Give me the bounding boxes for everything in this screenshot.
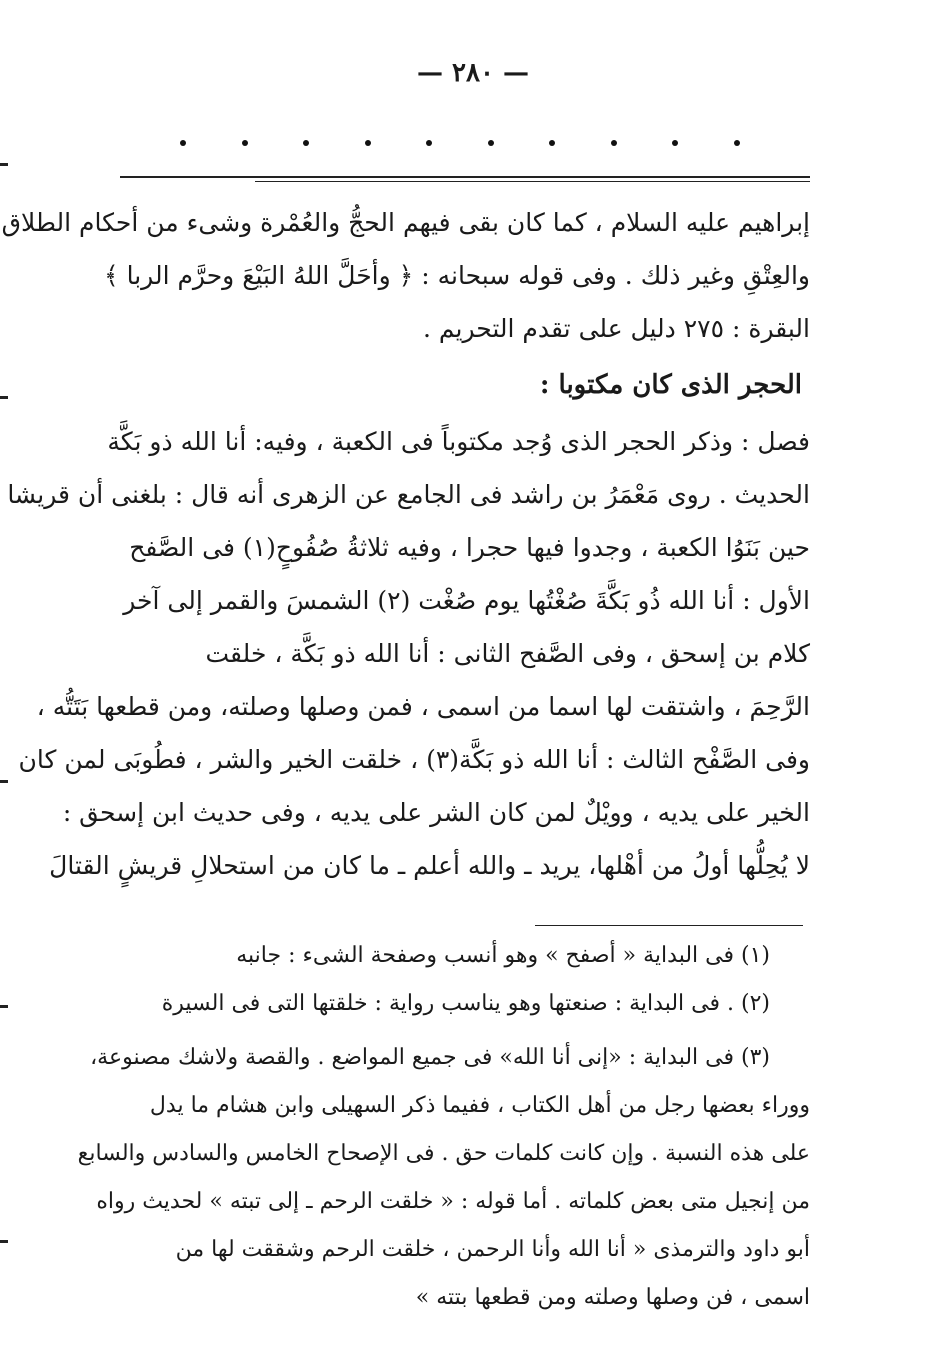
header-rule-secondary (255, 181, 810, 182)
text-line: البقرة : ٢٧٥ دليل على تقدم التحريم . (422, 314, 810, 343)
text-line: إبراهيم عليه السلام ، كما كان بقى فيهم الحجُّ والعُمْرة وشىء من أحكام الطلاق (1, 208, 810, 237)
divider-dot (303, 140, 309, 146)
section-heading: الحجر الذى كان مكتوبا : (539, 370, 802, 400)
divider-dot (426, 140, 432, 146)
main-text-block (1, 196, 810, 892)
scan-margin-mark (0, 1005, 8, 1008)
text-line: الرَّحِمَ ، واشتقت لها اسما من اسمى ، فمن وصلها وصلته، ومن قطعها بَتَتُّه ، (36, 692, 810, 721)
scan-margin-mark (0, 396, 8, 399)
footnote-3-line: من إنجيل متى بعض كلماته . أما قوله : « خلقت الرحم ـ إلى تبته » لحديث رواه (96, 1189, 810, 1214)
scan-margin-mark (0, 163, 8, 166)
divider-dot (672, 140, 678, 146)
footnote-3-line: (٣) فى البداية : «إنى أنا الله» فى جميع المواضع . والقصة ولاشك مصنوعة، (90, 1045, 770, 1070)
scan-margin-mark (0, 1240, 8, 1243)
footnotes-block (77, 932, 810, 1322)
text-line: وفى الصَّفْح الثالث : أنا الله ذو بَكَّة(٣) ، خلقت الخير والشر ، فطُوبَى لمن كان (18, 745, 810, 774)
divider-dot (242, 140, 248, 146)
footnote-3-line: على هذه النسبة . وإن كانت كلمات حق . فى الإصحاح الخامس والسادس والسابع (77, 1141, 810, 1166)
header-rule (120, 176, 810, 178)
divider-dot (365, 140, 371, 146)
divider-dot (180, 140, 186, 146)
text-line: كلام بن إسحق ، وفى الصَّفح الثانى : أنا الله ذو بَكَّة ، خلقت (205, 639, 810, 668)
text-line: فصل : وذكر الحجر الذى وُجد مكتوباً فى الكعبة ، وفيه: أنا الله ذو بَكَّة (107, 427, 810, 456)
footnote-3-line: ووراء بعضها رجل من أهل الكتاب ، ففيما ذكر السهيلى وابن هشام ما يدل (149, 1093, 810, 1118)
footnote-rule (535, 925, 803, 926)
text-line: حين بَنَوُا الكعبة ، وجدوا فيها حجرا ، وفيه ثلاثةُ صُفُوحٍ(١) فى الصَّفح (129, 533, 810, 562)
divider-dot (488, 140, 494, 146)
text-line: لا يُحِلُّها أولُ من أهْلها، يريد ـ والله أعلم ـ ما كان من استحلالِ قريشٍ القتالَ (49, 851, 810, 880)
text-line: الخير على يديه ، وويْلٌ لمن كان الشر على يديه ، وفى حديث ابن إسحق : (62, 798, 810, 827)
divider-dot (549, 140, 555, 146)
section-divider-dots (180, 140, 740, 146)
scan-margin-mark (0, 780, 8, 783)
footnote-3-line: اسمى ، فن وصلها وصلته ومن قطعها بتته » (415, 1285, 810, 1310)
text-line: الأول : أنا الله ذُو بَكَّةَ صُغْتُها يوم صُغْت (٢) الشمسَ والقمر إلى آخر (123, 586, 810, 615)
divider-dot (611, 140, 617, 146)
text-line: والعِتْقِ وغير ذلك . وفى قوله سبحانه : ﴿ وأحَلَّ اللهُ البَيْعَ وحرَّم الربا ﴾ (103, 261, 810, 290)
text-line: الحديث . روى مَعْمَرُ بن راشد فى الجامع عن الزهرى أنه قال : بلغنى أن قريشا (7, 480, 810, 509)
page-number: — ٢٨٠ — (416, 58, 530, 88)
footnote-3-line: أبو داود والترمذى « أنا الله وأنا الرحمن ، خلقت الرحم وشققت لها من (175, 1237, 810, 1262)
footnote-2: (٢) . فى البداية : صنعتها وهو يناسب رواية : خلقتها التى فى السيرة (161, 991, 770, 1016)
divider-dot (734, 140, 740, 146)
footnote-1: (١) فى البداية « أصفح » وهو أنسب وصفحة الشىء : جانبه (236, 943, 770, 968)
